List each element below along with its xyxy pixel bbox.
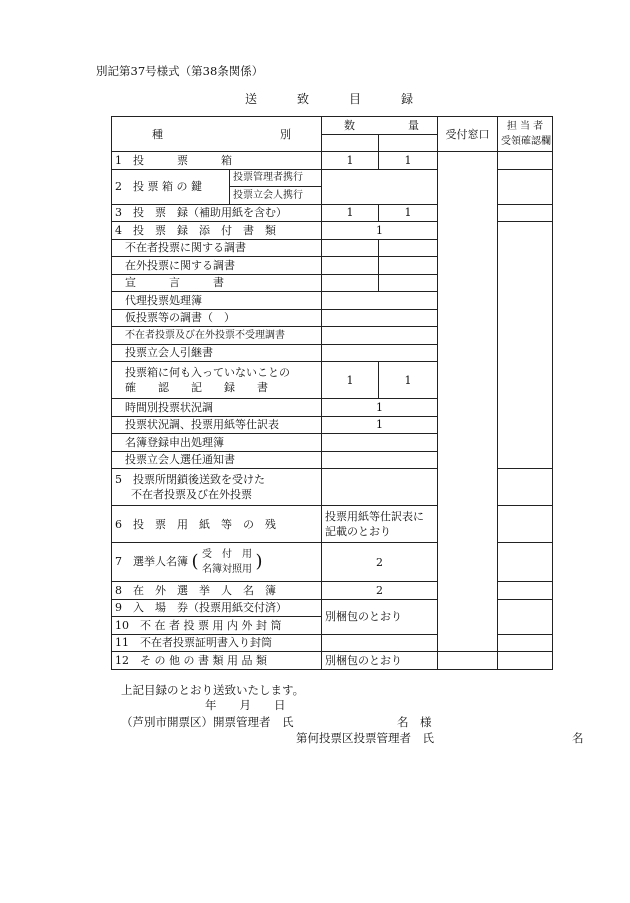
quantity-cell: 1 xyxy=(379,152,438,170)
quantity-cell xyxy=(379,257,438,275)
quantity-col-1 xyxy=(322,134,379,152)
header-reception: 受付窓口 xyxy=(438,117,498,152)
title-char: 送 xyxy=(245,92,258,106)
reception-column xyxy=(438,152,498,652)
quantity-cell xyxy=(322,292,438,310)
quantity-cell xyxy=(322,257,379,275)
quantity-cell xyxy=(322,169,438,204)
row-label: 12 そ の 他 の 書 類 用 品 類 xyxy=(112,652,322,670)
confirm-cell xyxy=(498,469,553,506)
reception-cell xyxy=(438,652,498,670)
quantity-col-2 xyxy=(379,134,438,152)
header-kind: 種別 xyxy=(112,117,322,152)
form-number-label: 別記第37号様式（第38条関係） xyxy=(96,64,264,78)
row-label: 在外投票に関する調書 xyxy=(112,257,322,275)
quantity-cell xyxy=(322,327,438,345)
quantity-cell: 1 xyxy=(379,362,438,399)
quantity-cell xyxy=(379,274,438,292)
quantity-cell: 2 xyxy=(322,582,438,600)
closing-note: 上記目録のとおり送致いたします。 xyxy=(121,683,305,697)
row-label: 名簿登録申出処理簿 xyxy=(112,434,322,452)
confirm-cell xyxy=(498,169,553,204)
row-label: 8 在 外 選 挙 人 名 簿 xyxy=(112,582,322,600)
confirm-cell xyxy=(498,652,553,670)
row-label: 3 投 票 録（補助用紙を含む） xyxy=(112,204,322,222)
confirm-cell xyxy=(498,543,553,582)
confirm-cell xyxy=(498,152,553,170)
row-label: 時間別投票状況調 xyxy=(112,399,322,417)
quantity-cell xyxy=(322,274,379,292)
row-label: 不在者投票に関する調書 xyxy=(112,239,322,257)
quantity-cell: 1 xyxy=(322,416,438,434)
title-char: 致 xyxy=(297,92,310,106)
quantity-cell: 1 xyxy=(322,362,379,399)
row-label: 5 投票所閉鎖後送致を受けた 不在者投票及び在外投票 xyxy=(112,469,322,506)
quantity-cell: 別梱包のとおり xyxy=(322,652,438,670)
title-char: 目 xyxy=(349,92,362,106)
row-label: 7 選挙人名簿 ( 受 付 用 名簿対照用 ) xyxy=(112,543,322,582)
quantity-cell: 投票用紙等仕訳表に 記載のとおり xyxy=(322,506,438,543)
row-label: 投票立会人選任通知書 xyxy=(112,451,322,469)
row-sublabel: 投票管理者携行 xyxy=(230,169,322,187)
quantity-cell xyxy=(322,344,438,362)
quantity-cell xyxy=(322,634,438,652)
row-label: 投票状況調、投票用紙等仕訳表 xyxy=(112,416,322,434)
header-quantity: 数量 xyxy=(322,117,438,135)
table-header-row xyxy=(112,117,553,135)
row-label: 投票箱に何も入っていないことの 確 認 記 録 書 xyxy=(112,362,322,399)
row-label: 9 入 場 券（投票用紙交付済） xyxy=(112,599,322,617)
quantity-cell: 1 xyxy=(322,152,379,170)
title-char: 録 xyxy=(401,92,414,106)
confirm-cell xyxy=(498,506,553,543)
table-row xyxy=(112,152,553,170)
confirm-cell xyxy=(498,634,553,652)
quantity-cell: 2 xyxy=(322,543,438,582)
quantity-cell xyxy=(322,239,379,257)
transmittal-table xyxy=(111,116,553,670)
row-label: 4 投 票 録 添 付 書 類 xyxy=(112,222,322,240)
confirm-cell xyxy=(498,204,553,222)
table-row xyxy=(112,652,553,670)
quantity-cell: 1 xyxy=(322,399,438,417)
row-label: 2 投 票 箱 の 鍵 xyxy=(112,169,230,204)
confirm-cell xyxy=(498,222,553,469)
row-label: 宣 言 書 xyxy=(112,274,322,292)
quantity-cell: 1 xyxy=(322,204,379,222)
row-label: 1 投 票 箱 xyxy=(112,152,322,170)
confirm-cell xyxy=(498,599,553,634)
header-confirm: 担 当 者 受領確認欄 xyxy=(498,117,553,152)
row-label: 6 投 票 用 紙 等 の 残 xyxy=(112,506,322,543)
quantity-cell xyxy=(322,469,438,506)
quantity-cell xyxy=(322,434,438,452)
quantity-cell: 別梱包のとおり xyxy=(322,599,438,634)
row-label: 不在者投票及び在外投票不受理調書 xyxy=(112,327,322,345)
row-sublabel: 投票立会人携行 xyxy=(230,187,322,205)
voting-manager-signature: 第何投票区投票管理者 氏 名 xyxy=(296,731,584,745)
row-label: 投票立会人引継書 xyxy=(112,344,322,362)
row-label: 代理投票処理簿 xyxy=(112,292,322,310)
quantity-cell xyxy=(322,309,438,327)
quantity-cell xyxy=(322,451,438,469)
date-line: 年 月 日 xyxy=(205,698,286,712)
row-label: 10 不 在 者 投 票 用 内 外 封 筒 xyxy=(112,617,322,635)
confirm-cell xyxy=(498,582,553,600)
quantity-cell xyxy=(379,239,438,257)
row-label: 仮投票等の調書（ ） xyxy=(112,309,322,327)
quantity-cell: 1 xyxy=(379,204,438,222)
counting-manager-signature: （芦別市開票区）開票管理者 氏 名 様 xyxy=(121,715,432,729)
quantity-cell: 1 xyxy=(322,222,438,240)
row-label: 11 不在者投票証明書入り封筒 xyxy=(112,634,322,652)
